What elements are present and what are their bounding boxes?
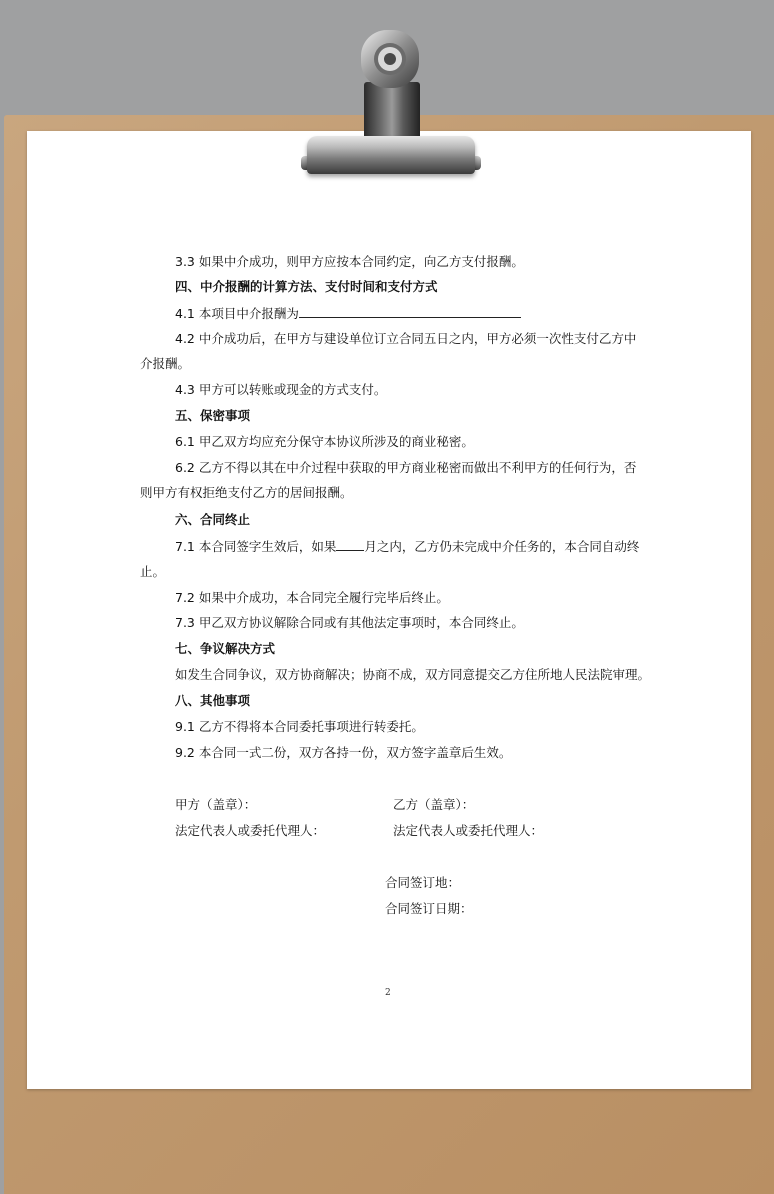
section-heading-8: 八、其他事项	[175, 693, 251, 708]
clause-4-2-line2: 介报酬。	[140, 356, 191, 371]
clip-ring-icon	[357, 28, 423, 112]
clause-9-1: 9.1 乙方不得将本合同委托事项进行转委托。	[175, 719, 424, 734]
signing-place: 合同签订地：	[385, 875, 461, 890]
signing-date: 合同签订日期：	[385, 901, 473, 916]
clause-3-3: 3.3 如果中介成功，则甲方应按本合同约定，向乙方支付报酬。	[175, 254, 524, 269]
clause-6-2-line2: 则甲方有权拒绝支付乙方的居间报酬。	[140, 485, 353, 500]
party-a-representative: 法定代表人或委托代理人：	[175, 823, 326, 838]
fee-blank	[299, 305, 521, 318]
clause-4-1	[175, 305, 521, 322]
clause-4-3: 4.3 甲方可以转账或现金的方式支付。	[175, 382, 387, 397]
clause-7-1-line1	[175, 538, 639, 555]
section-heading-7: 七、争议解决方式	[175, 641, 276, 656]
clause-7-1-pre: 7.1 本合同签字生效后，如果	[175, 539, 337, 554]
clause-4-2-line1: 4.2 中介成功后，在甲方与建设单位订立合同五日之内，甲方必须一次性支付乙方中	[175, 331, 637, 346]
dispute-text: 如发生合同争议，双方协商解决；协商不成，双方同意提交乙方住所地人民法院审理。	[175, 667, 651, 682]
clause-7-2: 7.2 如果中介成功，本合同完全履行完毕后终止。	[175, 590, 449, 605]
party-a-seal: 甲方（盖章）：	[175, 797, 257, 812]
clause-9-2: 9.2 本合同一式二份，双方各持一份，双方签字盖章后生效。	[175, 745, 512, 760]
section-heading-6: 六、合同终止	[175, 512, 251, 527]
clause-6-2-line1: 6.2 乙方不得以其在中介过程中获取的甲方商业秘密而做出不利甲方的任何行为，否	[175, 460, 637, 475]
clause-7-1-line2: 止。	[140, 564, 166, 579]
section-heading-5: 五、保密事项	[175, 408, 251, 423]
party-b-representative: 法定代表人或委托代理人：	[393, 823, 544, 838]
clause-7-3: 7.3 甲乙双方协议解除合同或有其他法定事项时，本合同终止。	[175, 615, 524, 630]
clause-6-1: 6.1 甲乙双方均应充分保守本协议所涉及的商业秘密。	[175, 434, 474, 449]
page-number: 2	[385, 988, 391, 998]
document-content	[27, 131, 751, 1089]
clause-4-1-text: 4.1 本项目中介报酬为	[175, 306, 299, 321]
party-b-seal: 乙方（盖章）：	[393, 797, 475, 812]
section-heading-4: 四、中介报酬的计算方法、支付时间和支付方式	[175, 279, 438, 294]
clause-7-1-post: 月之内，乙方仍未完成中介任务的，本合同自动终	[364, 539, 640, 554]
months-blank	[336, 538, 364, 551]
